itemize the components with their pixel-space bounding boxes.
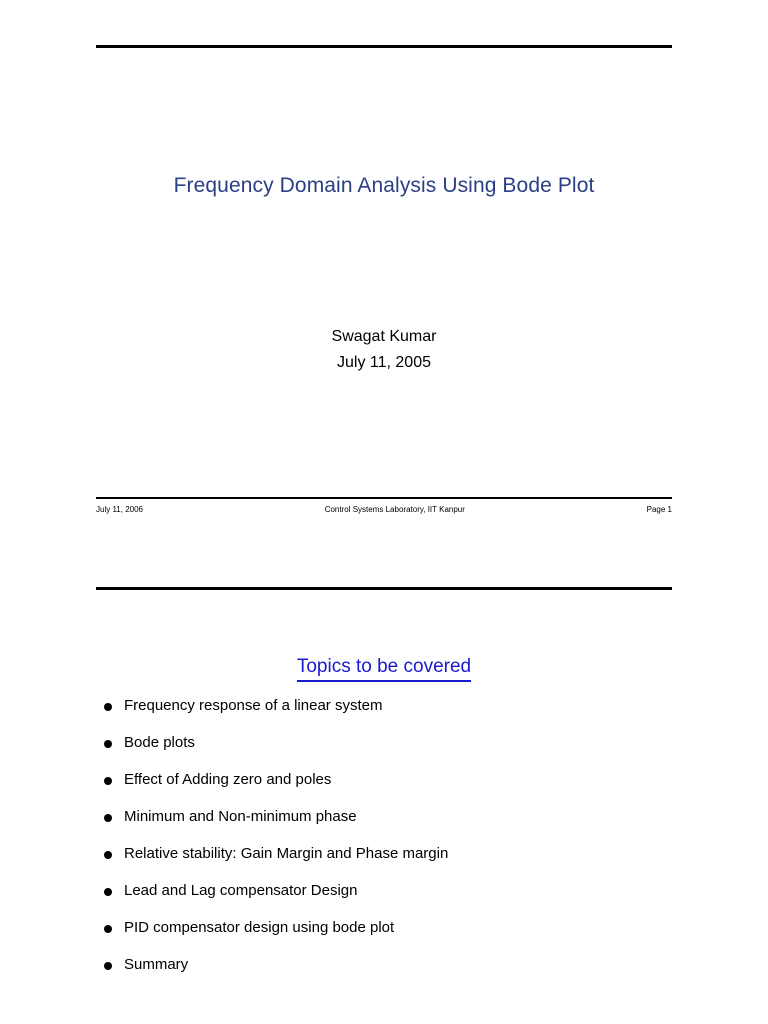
bullet-icon <box>104 962 112 970</box>
list-item <box>104 770 448 807</box>
list-item <box>104 807 448 844</box>
list-item <box>104 955 448 992</box>
footer-lab: Control Systems Laboratory, IIT Kanpur <box>324 505 465 514</box>
bullet-icon <box>104 925 112 933</box>
bullet-icon <box>104 777 112 785</box>
list-item-text: PID compensator design using bode plot <box>124 919 395 936</box>
footer-date: July 11, 2006 <box>96 505 143 514</box>
footer-rule <box>96 497 672 499</box>
list-item-text: Relative stability: Gain Margin and Phase margin <box>124 845 449 862</box>
slide-title: Frequency Domain Analysis Using Bode Plot <box>173 174 595 197</box>
list-item-text: Frequency response of a linear system <box>124 697 383 714</box>
list-item-text: Lead and Lag compensator Design <box>124 882 358 899</box>
topics-heading-text: Topics to be covered <box>297 656 471 682</box>
bullet-icon <box>104 740 112 748</box>
list-item-text: Summary <box>124 956 189 973</box>
presentation-date: July 11, 2005 <box>337 354 431 371</box>
bullet-icon <box>104 814 112 822</box>
list-item <box>104 733 448 770</box>
bullet-icon <box>104 851 112 859</box>
list-item-text: Minimum and Non-minimum phase <box>124 808 357 825</box>
top-rule <box>96 45 672 48</box>
bullet-icon <box>104 703 112 711</box>
bullet-icon <box>104 888 112 896</box>
list-item-text: Bode plots <box>124 734 195 751</box>
list-item <box>104 844 448 881</box>
topics-heading <box>0 656 768 682</box>
list-item <box>104 696 448 733</box>
list-item <box>104 918 448 955</box>
list-item <box>104 881 448 918</box>
author-name: Swagat Kumar <box>331 328 437 345</box>
footer-page-number: Page 1 <box>646 505 672 514</box>
slide2-top-rule <box>96 587 672 590</box>
topics-list <box>104 696 448 992</box>
list-item-text: Effect of Adding zero and poles <box>124 771 332 788</box>
slide-footer <box>96 505 672 514</box>
